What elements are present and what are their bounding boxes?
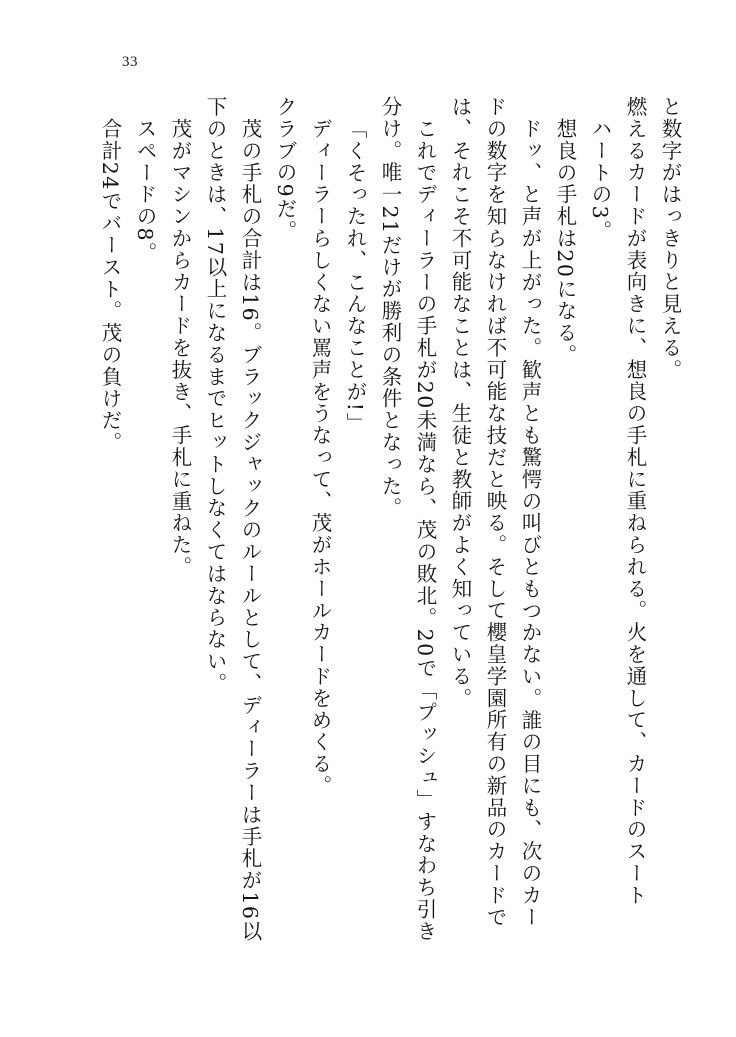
text-line: 分け。唯一21だけが勝利の条件となった。	[378, 96, 402, 520]
text-line: 茂の手札の合計は16。ブラックジャックのルールとして、ディーラーは手札が16以	[238, 118, 262, 943]
text-line: 「くそったれ、こんなことが!」	[343, 118, 367, 435]
text-line: 合計24でバースト。茂の負けだ。	[98, 118, 122, 454]
text-line: 想良の手札は20になる。	[553, 118, 577, 366]
text-line: これでディーラーの手札が20未満なら、茂の敗北。20で「プッシュ」すなわち引き	[413, 118, 437, 943]
text-line: 茂がマシンからカードを抜き、手札に重ねた。	[168, 118, 192, 578]
text-line: スペードの8。	[133, 118, 157, 264]
text-line: ディーラーらしくない罵声をうなって、茂がホールカードをめくる。	[308, 118, 332, 797]
text-line: 燃えるカードが表向きに、想良の手札に重ねられる。火を通して、カードのスート	[623, 96, 647, 907]
text-line: は、それこそ不可能なことは、生徒と教師がよく知っている。	[448, 96, 472, 710]
page-number: 33	[122, 54, 138, 70]
vertical-text-body	[86, 96, 680, 953]
text-line: ドッ、と声が上がった。歓声とも驚愕の叫びともつかない。誰の目にも、次のカー	[518, 118, 542, 929]
text-line: ドの数字を知らなければ不可能な技だと映る。そして櫻皇学園所有の新品のカードで	[483, 96, 507, 929]
text-line: 下のときは、17以上になるまでヒットしなくてはならない。	[203, 96, 227, 695]
text-line: クラブの9だ。	[273, 96, 297, 242]
text-line: と数字がはっきりと見える。	[658, 96, 682, 381]
text-line: ハートの3。	[588, 118, 612, 242]
